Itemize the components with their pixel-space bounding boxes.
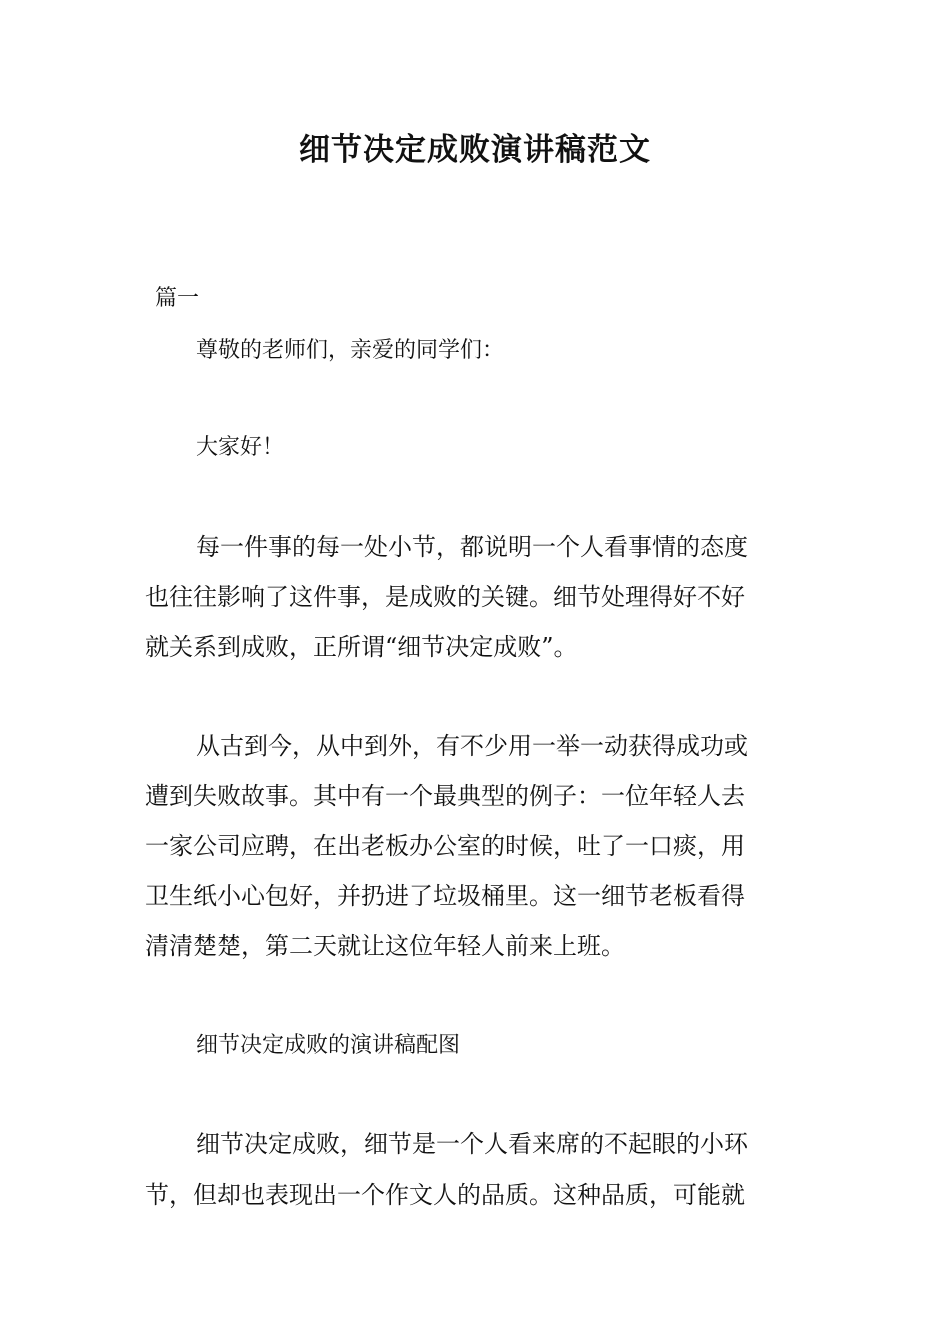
- paragraph-line: 清清楚楚，第二天就让这位年轻人前来上班。: [145, 932, 625, 960]
- paragraph-line: 一家公司应聘，在出老板办公室的时候，吐了一口痰，用: [145, 832, 745, 860]
- paragraph-line: 细节决定成败，细节是一个人看来席的不起眼的小环: [196, 1130, 748, 1158]
- hello: 大家好！: [196, 435, 285, 460]
- paragraph-line: 从古到今，从中到外，有不少用一举一动获得成功或: [196, 732, 748, 760]
- paragraph-line: 也往往影响了这件事，是成败的关键。细节处理得好不好: [145, 583, 745, 611]
- paragraph-line: 节，但却也表现出一个作文人的品质。这种品质，可能就: [145, 1181, 745, 1209]
- document-title: 细节决定成败演讲稿范文: [299, 132, 651, 168]
- greeting: 尊敬的老师们，亲爱的同学们：: [196, 338, 505, 363]
- paragraph-line: 遭到失败故事。其中有一个最典型的例子：一位年轻人去: [145, 782, 745, 810]
- paragraph-line: 卫生纸小心包好，并扔进了垃圾桶里。这一细节老板看得: [145, 882, 745, 910]
- paragraph-line: 每一件事的每一处小节，都说明一个人看事情的态度: [196, 533, 748, 561]
- section-label: 篇一: [155, 286, 200, 311]
- paragraph-line: 就关系到成败，正所谓“细节决定成败”。: [145, 633, 578, 661]
- image-caption: 细节决定成败的演讲稿配图: [196, 1033, 461, 1058]
